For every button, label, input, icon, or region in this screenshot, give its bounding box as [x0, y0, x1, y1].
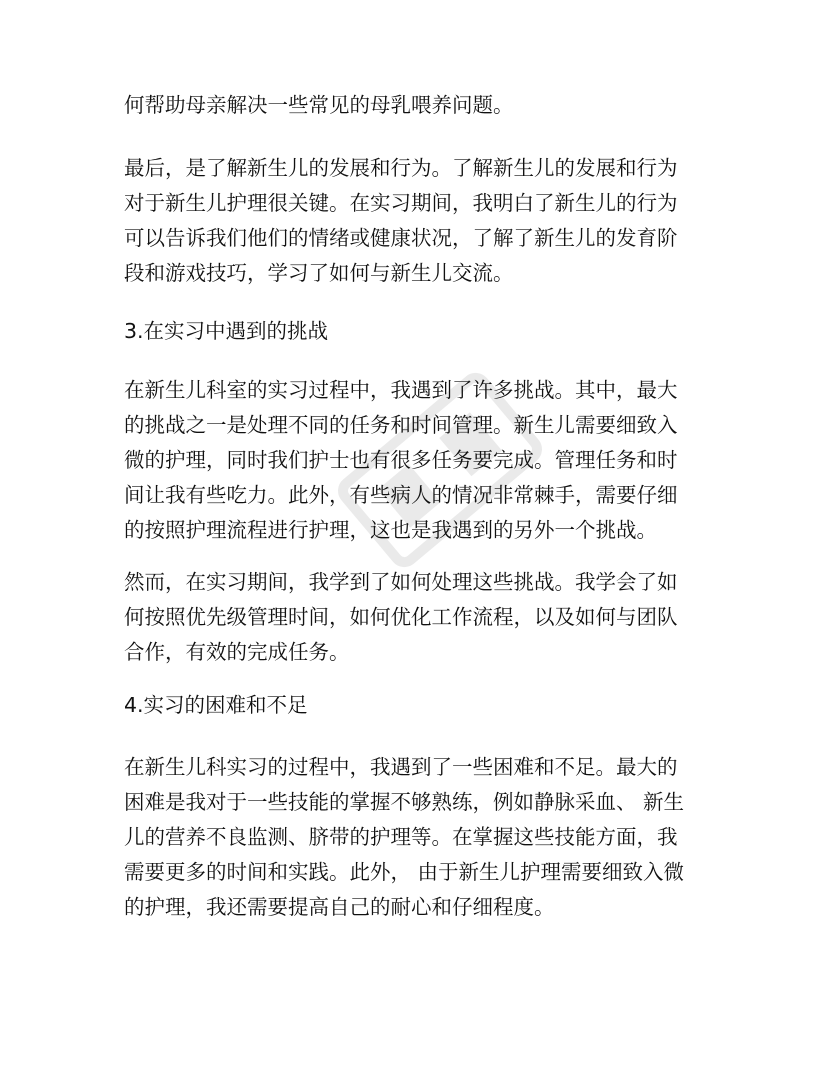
- paragraph-line: 然而，在实习期间，我学到了如何处理这些挑战。我学会了如: [124, 570, 678, 594]
- section-heading-3: 3.在实习中遇到的挑战: [124, 319, 329, 343]
- paragraph-line: 儿的营养不良监测、脐带的护理等。在掌握这些技能方面，我: [124, 825, 678, 849]
- paragraph-line: 在新生儿科室的实习过程中，我遇到了许多挑战。其中，最大: [124, 378, 678, 402]
- paragraph-line: 对于新生儿护理很关键。在实习期间，我明白了新生儿的行为: [124, 191, 678, 215]
- paragraph-line: 需要更多的时间和实践。此外， 由于新生儿护理需要细致入微: [124, 860, 685, 884]
- paragraph-line: 的按照护理流程进行护理，这也是我遇到的另外一个挑战。: [124, 518, 657, 542]
- paragraph-line: 段和游戏技巧，学习了如何与新生儿交流。: [124, 261, 514, 285]
- paragraph-line: 的护理，我还需要提高自己的耐心和仔细程度。: [124, 895, 555, 919]
- paragraph-line: 最后，是了解新生儿的发展和行为。了解新生儿的发展和行为: [124, 156, 678, 180]
- paragraph-line: 在新生儿科实习的过程中，我遇到了一些困难和不足。最大的: [124, 755, 678, 779]
- paragraph-line: 可以告诉我们他们的情绪或健康状况，了解了新生儿的发育阶: [124, 226, 678, 250]
- paragraph-line: 的挑战之一是处理不同的任务和时间管理。新生儿需要细致入: [124, 413, 678, 437]
- paragraph-line: 困难是我对于一些技能的掌握不够熟练，例如静脉采血、 新生: [124, 790, 685, 814]
- paragraph-line: 何帮助母亲解决一些常见的母乳喂养问题。: [124, 93, 514, 117]
- section-heading-4: 4.实习的困难和不足: [124, 693, 308, 717]
- paragraph-line: 合作，有效的完成任务。: [124, 640, 350, 664]
- paragraph-line: 何按照优先级管理时间，如何优化工作流程，以及如何与团队: [124, 605, 678, 629]
- paragraph-line: 微的护理，同时我们护士也有很多任务要完成。管理任务和时: [124, 448, 678, 472]
- paragraph-line: 间让我有些吃力。此外，有些病人的情况非常棘手，需要仔细: [124, 483, 678, 507]
